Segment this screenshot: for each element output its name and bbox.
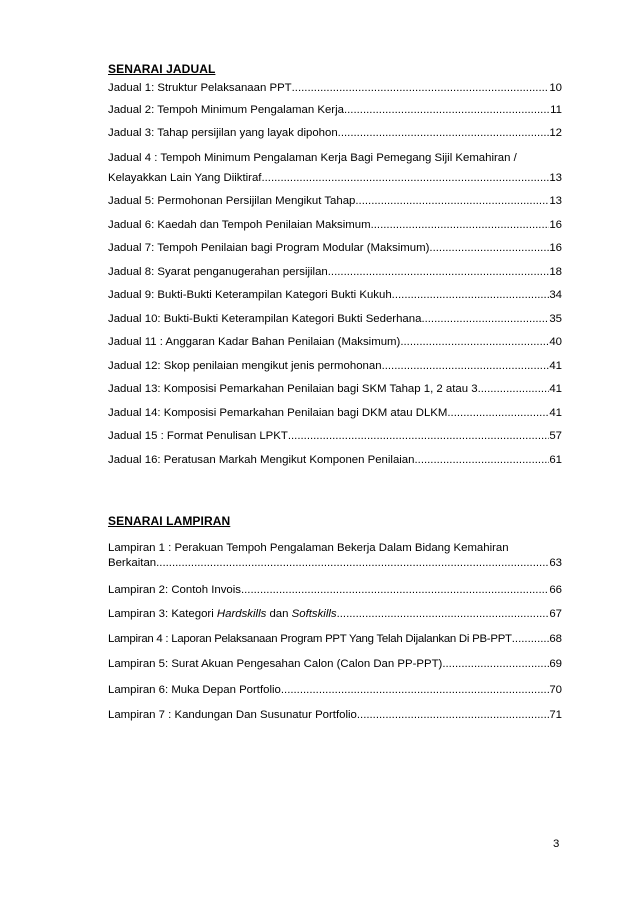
- toc-page-number: 71: [549, 709, 562, 721]
- toc-entry-table-12[interactable]: [108, 359, 562, 373]
- dot-leader: [355, 194, 549, 208]
- toc-title: Jadual 12: Skop penilaian mengikut jenis permohonan: [108, 360, 382, 372]
- toc-page-number: 16: [549, 219, 562, 231]
- toc-entry-table-11[interactable]: [108, 335, 562, 349]
- dot-leader: [382, 359, 550, 373]
- toc-page-number: 69: [549, 658, 562, 670]
- toc-entry-appendix-2[interactable]: [108, 583, 562, 597]
- page-number: 3: [553, 838, 560, 850]
- toc-page-number: 61: [549, 454, 562, 466]
- toc-title: Jadual 14: Komposisi Pemarkahan Penilaian bagi DKM atau DLKM: [108, 407, 448, 419]
- toc-entry-table-13[interactable]: [108, 382, 562, 396]
- toc-page-number: 35: [549, 313, 562, 325]
- dot-leader: [392, 288, 550, 302]
- toc-page-number: 67: [549, 608, 562, 620]
- toc-page-number: 10: [549, 82, 562, 94]
- toc-entry-table-15[interactable]: [108, 429, 562, 443]
- toc-page-number: 41: [549, 360, 562, 372]
- appendix-heading: SENARAI LAMPIRAN: [108, 514, 231, 528]
- toc-page-number: 41: [549, 383, 562, 395]
- toc-entry-table-5[interactable]: [108, 194, 562, 208]
- toc-page-number: 13: [549, 195, 562, 207]
- toc-title-emphasis: Softskills: [291, 608, 337, 620]
- dot-leader: [288, 429, 550, 443]
- toc-title: Jadual 3: Tahap persijilan yang layak dipohon: [108, 127, 338, 139]
- dot-leader: [241, 583, 549, 597]
- toc-title: Lampiran 4 : Laporan Pelaksanaan Program PPT Yang Telah Dijalankan Di PB-PPT: [108, 633, 512, 645]
- toc-entry-table-10[interactable]: [108, 312, 562, 326]
- toc-entry-appendix-7[interactable]: [108, 708, 562, 722]
- toc-entry-table-16[interactable]: [108, 453, 562, 467]
- toc-title: Berkaitan: [108, 557, 157, 569]
- toc-page-number: 68: [549, 633, 562, 645]
- dot-leader: [447, 406, 549, 420]
- toc-page-number: 66: [549, 584, 562, 596]
- toc-page-number: 63: [549, 557, 562, 569]
- toc-page-number: 41: [549, 407, 562, 419]
- toc-title-part: Lampiran 3: Kategori: [108, 608, 217, 620]
- toc-page-number: 18: [549, 266, 562, 278]
- toc-entry-table-1[interactable]: [108, 81, 562, 95]
- toc-entry-table-14[interactable]: [108, 406, 562, 420]
- toc-title: Jadual 6: Kaedah dan Tempoh Penilaian Maksimum: [108, 219, 371, 231]
- dot-leader: [292, 81, 550, 95]
- toc-page-number: 70: [549, 684, 562, 696]
- dot-leader: [371, 218, 550, 232]
- toc-title: Jadual 10: Bukti-Bukti Keterampilan Kategori Bukti Sederhana: [108, 313, 422, 325]
- toc-title-emphasis: Hardskills: [216, 608, 267, 620]
- toc-entry-table-7[interactable]: [108, 241, 562, 255]
- toc-page-number: 12: [549, 127, 562, 139]
- dot-leader: [344, 103, 550, 117]
- dot-leader: [328, 265, 550, 279]
- toc-title: Lampiran 2: Contoh Invois: [108, 584, 241, 596]
- dot-leader: [261, 171, 549, 185]
- dot-leader: [442, 657, 549, 671]
- dot-leader: [421, 312, 549, 326]
- toc-page-number: 11: [550, 104, 562, 116]
- toc-entry-appendix-4[interactable]: [108, 632, 562, 646]
- toc-entry-table-2[interactable]: [108, 103, 562, 117]
- tables-heading: SENARAI JADUAL: [108, 62, 216, 76]
- toc-entry-table-6[interactable]: [108, 218, 562, 232]
- toc-entry-appendix-1[interactable]: [108, 541, 562, 570]
- dot-leader: [429, 241, 549, 255]
- toc-entry-table-8[interactable]: [108, 265, 562, 279]
- toc-page-number: 13: [549, 172, 562, 184]
- toc-entry-table-9[interactable]: [108, 288, 562, 302]
- toc-page-number: 16: [549, 242, 562, 254]
- toc-title-line1: Lampiran 1 : Perakuan Tempoh Pengalaman Bekerja Dalam Bidang Kemahiran: [108, 542, 509, 554]
- toc-entry-appendix-5[interactable]: [108, 657, 562, 671]
- toc-title: Lampiran 6: Muka Depan Portfolio: [108, 684, 281, 696]
- dot-leader: [414, 453, 549, 467]
- toc-title: Jadual 9: Bukti-Bukti Keterampilan Kategori Bukti Kukuh: [108, 289, 392, 301]
- toc-title: Jadual 7: Tempoh Penilaian bagi Program Modular (Maksimum): [108, 242, 430, 254]
- toc-title: Jadual 11 : Anggaran Kadar Bahan Penilaian (Maksimum): [108, 336, 401, 348]
- dot-leader: [478, 382, 550, 396]
- dot-leader: [357, 708, 549, 722]
- dot-leader: [338, 126, 550, 140]
- toc-page-number: 57: [549, 430, 562, 442]
- dot-leader: [281, 683, 549, 697]
- dot-leader: [400, 335, 549, 349]
- toc-title: [108, 607, 337, 621]
- toc-title: Lampiran 5: Surat Akuan Pengesahan Calon (Calon Dan PP-PPT): [108, 658, 443, 670]
- toc-title-part: dan: [266, 608, 292, 620]
- toc-entry-appendix-3[interactable]: [108, 607, 562, 621]
- toc-title: Jadual 5: Permohonan Persijilan Mengikut Tahap: [108, 195, 356, 207]
- dot-leader: [156, 556, 549, 570]
- toc-entry-table-4[interactable]: [108, 151, 562, 185]
- toc-title: Jadual 15 : Format Penulisan LPKT: [108, 430, 288, 442]
- toc-title: Jadual 1: Struktur Pelaksanaan PPT: [108, 82, 292, 94]
- toc-title: Jadual 8: Syarat penganugerahan persijilan: [108, 266, 328, 278]
- toc-page-number: 40: [549, 336, 562, 348]
- toc-page-number: 34: [549, 289, 562, 301]
- dot-leader: [337, 607, 550, 621]
- toc-title: Jadual 13: Komposisi Pemarkahan Penilaian bagi SKM Tahap 1, 2 atau 3: [108, 383, 478, 395]
- toc-title: Lampiran 7 : Kandungan Dan Susunatur Portfolio: [108, 709, 357, 721]
- toc-title-line1: Jadual 4 : Tempoh Minimum Pengalaman Kerja Bagi Pemegang Sijil Kemahiran /: [108, 152, 517, 164]
- toc-title: Kelayakkan Lain Yang Diiktiraf: [108, 172, 262, 184]
- toc-entry-table-3[interactable]: [108, 126, 562, 140]
- toc-entry-appendix-6[interactable]: [108, 683, 562, 697]
- toc-title: Jadual 16: Peratusan Markah Mengikut Komponen Penilaian: [108, 454, 415, 466]
- toc-title: Jadual 2: Tempoh Minimum Pengalaman Kerja: [108, 104, 344, 116]
- dot-leader: [512, 632, 550, 646]
